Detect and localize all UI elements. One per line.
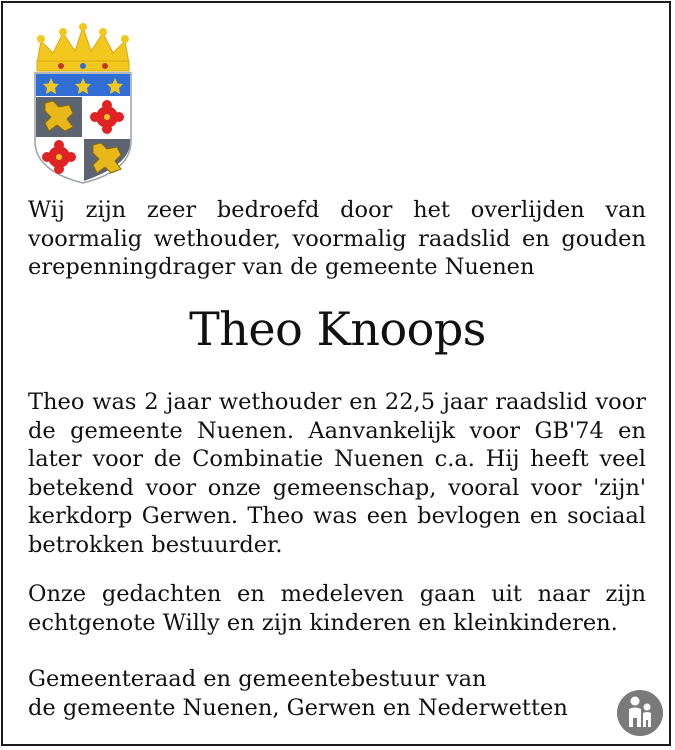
shield-icon <box>35 73 131 183</box>
condolence-paragraph: Onze gedachten en medeleven gaan uit naar zijn echtgenote Willy en zijn kinderen en kleinkinderen. <box>28 581 646 636</box>
memorial-logo-icon <box>616 689 664 737</box>
biography-paragraph: Theo was 2 jaar wethouder en 22,5 jaar raadslid voor de gemeente Nuenen. Aanvankelijk voor GB'74 en later voor de Combinatie Nuenen c.a. Hij heeft veel betekend voor onze gemeenschap, vooral voor 'zijn' kerkdorp Gerwen. Theo was een bevlogen en sociaal betrokken bestuurder. <box>28 389 646 558</box>
intro-text: Wij zijn zeer bedroefd door het overlijden van voormalig wethouder, voormalig raadslid en gouden erepenningdrager van de gemeente Nuenen <box>28 197 646 280</box>
signature-line-2: de gemeente Nuenen, Gerwen en Nederwetten <box>28 694 568 721</box>
deceased-name: Theo Knoops <box>189 302 486 356</box>
coat-of-arms-icon <box>31 23 135 185</box>
signature <box>28 665 646 722</box>
signature-line-1: Gemeenteraad en gemeentebestuur van <box>28 666 487 692</box>
crown-icon <box>37 23 129 71</box>
